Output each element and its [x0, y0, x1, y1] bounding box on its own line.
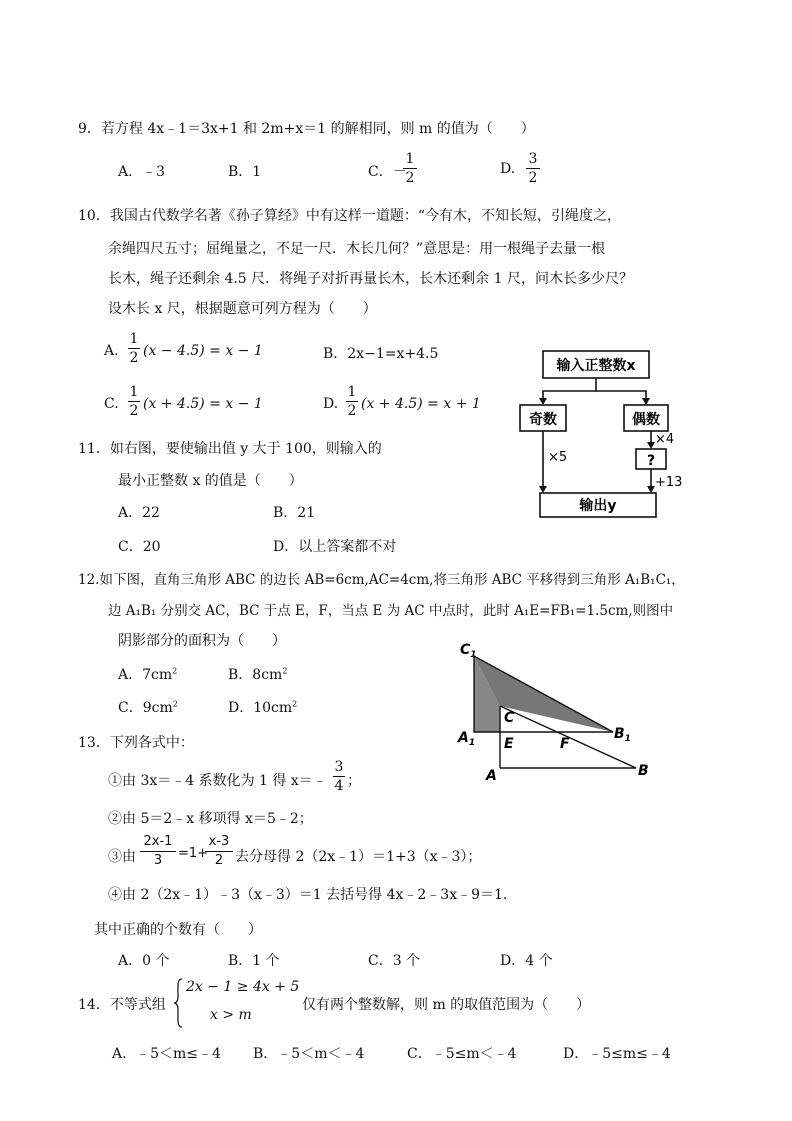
q13-s3-fraction-1 — [140, 834, 176, 869]
q10-d-half-num: 1 — [347, 384, 357, 400]
q12-line-3: 阴影部分的面积为（ ） — [118, 633, 286, 649]
q14-option-c: C．﹣5≤m＜﹣4 — [407, 1046, 517, 1062]
q14-inequality-1: 2x − 1 ≥ 4x + 5 — [186, 979, 300, 995]
label-b1: $B_1$ — [614, 726, 631, 744]
flowchart-even-op: ×4 — [655, 432, 675, 447]
q9-c-fraction — [403, 151, 417, 186]
q10-option-b: B．2x−1=x+4.5 — [323, 346, 439, 362]
q13-statement-2: ②由 5＝2﹣x 移项得 x＝5﹣2； — [108, 811, 313, 827]
flowchart-input-label: 输入正整数x — [556, 358, 636, 374]
q10-c-half — [128, 384, 140, 419]
q14-option-d: D．﹣5≤m≤﹣4 — [563, 1046, 671, 1062]
q10-c-half-num: 1 — [129, 384, 139, 400]
q9-c-label: C． — [368, 164, 393, 180]
q12-a-exp: 2 — [172, 666, 178, 676]
q10-option-c-label: C. — [104, 396, 119, 412]
q12-line-2: 边 A₁B₁ 分别交 AC，BC 于点 E，F，当点 E 为 AC 中点时，此时 A₁E=FB₁=1.5cm,则图中 — [108, 603, 674, 619]
q9-c-sign: － — [392, 164, 407, 180]
q10-a-half-num: 1 — [129, 331, 139, 347]
flowchart-diagram — [510, 345, 683, 523]
q13-s3-fraction-2 — [205, 834, 233, 869]
q14-option-a: A．﹣5＜m≤﹣4 — [112, 1046, 221, 1062]
q14-option-b: B．﹣5＜m＜﹣4 — [253, 1046, 365, 1062]
q13-s3-den2: 2 — [214, 853, 224, 868]
q12-option-a — [118, 664, 177, 684]
q9-d-fraction — [526, 151, 540, 186]
label-e: E — [504, 736, 514, 752]
q13-s3-tail: 去分母得 2（2x﹣1）＝1+3（x﹣3）； — [235, 849, 482, 865]
flowchart-even-label: 偶数 — [632, 412, 660, 428]
q14-tail: 仅有两个整数解，则 m 的取值范围为（ ） — [302, 997, 591, 1013]
q9-stem: 9．若方程 4x﹣1＝3x+1 和 2m+x＝1 的解相同，则 m 的值为（ ） — [78, 121, 535, 137]
q12-line-1: 12.如下图，直角三角形 ABC 的边长 AB=6cm,AC=4cm,将三角形 ABC 平移得到三角形 A₁B₁C₁， — [78, 572, 685, 588]
flowchart-add-op: +13 — [655, 475, 683, 490]
q9-d-denominator: 2 — [528, 170, 538, 186]
label-c1: $C_1$ — [460, 642, 477, 660]
q13-s1-den: 4 — [334, 778, 344, 794]
q11-option-c: C．20 — [118, 539, 161, 555]
q12-b-text: B．8cm — [228, 667, 283, 683]
q10-option-d-expr: (x + 4.5) = x + 1 — [361, 396, 481, 412]
q12-c-exp: 2 — [172, 699, 178, 709]
q10-option-d-label: D. — [323, 396, 339, 412]
q10-option-a-expr: (x − 4.5) = x − 1 — [143, 343, 263, 359]
q10-a-half — [128, 331, 140, 366]
q13-option-c: C．3 个 — [368, 953, 421, 969]
q13-s1-tail: ； — [347, 773, 361, 789]
q11-line-1: 11．如右图，要使输出值 y 大于 100，则输入的 — [78, 441, 382, 457]
q10-c-half-den: 2 — [129, 403, 139, 419]
q10-d-half — [346, 384, 358, 419]
q13-s3-mid: =1+ — [178, 846, 209, 861]
q9-option-a: A．﹣3 — [118, 164, 166, 180]
label-a: A — [486, 768, 497, 784]
q12-d-text: D．10cm — [228, 700, 293, 716]
label-a1: $A_1$ — [458, 730, 476, 748]
q10-option-a-label: A. — [104, 343, 119, 359]
q12-option-c — [118, 697, 178, 717]
flowchart-odd-op: ×5 — [548, 450, 568, 465]
q10-line-2: 余绳四尺五寸；屈绳量之，不足一尺．木长几何？”意思是：用一根绳子去量一根 — [108, 241, 606, 257]
q13-intro: 13．下列各式中： — [78, 735, 194, 751]
q9-c-denominator: 2 — [405, 170, 415, 186]
flowchart-odd-label: 奇数 — [529, 412, 557, 428]
q10-d-half-den: 2 — [347, 403, 357, 419]
q14-inequality-2: x > m — [210, 1007, 252, 1023]
q10-line-4: 设木长 x 尺，根据题意可列方程为（ ） — [108, 301, 377, 317]
q13-s3-num1: 2x-1 — [143, 834, 173, 849]
q12-a-text: A．7cm — [118, 667, 173, 683]
q10-line-1: 10．我国古代数学名著《孙子算经》中有这样一道题：“今有木，不知长短，引绳度之， — [78, 208, 621, 224]
q12-option-b — [228, 664, 287, 684]
q10-line-3: 长木，绳子还剩余 4.5 尺．将绳子对折再量长木，长木还剩余 1 尺，问木长多少尺？ — [108, 271, 633, 287]
q12-c-text: C．9cm — [118, 700, 173, 716]
q11-option-a: A．22 — [118, 505, 160, 521]
q11-line-2: 最小正整数 x 的值是（ ） — [118, 473, 303, 489]
q9-option-b: B．1 — [228, 164, 262, 180]
label-b: B — [638, 763, 649, 779]
q11-option-b: B．21 — [273, 505, 316, 521]
q14-label: 14．不等式组 — [78, 997, 166, 1013]
q13-question: 其中正确的个数有（ ） — [94, 922, 262, 938]
q12-option-d — [228, 697, 297, 717]
q14-brace-icon — [172, 977, 184, 1029]
label-f: F — [560, 736, 570, 752]
q12-b-exp: 2 — [282, 666, 288, 676]
q13-option-d: D．4 个 — [500, 953, 553, 969]
q9-option-c — [368, 161, 407, 181]
q13-s1-fraction — [333, 759, 345, 794]
q13-statement-1: ①由 3x＝﹣4 系数化为 1 得 x＝﹣ — [108, 773, 327, 789]
label-c: C — [504, 710, 515, 726]
q12-d-exp: 2 — [292, 699, 298, 709]
q10-option-c-expr: (x + 4.5) = x − 1 — [143, 396, 263, 412]
q13-s3-den1: 3 — [153, 853, 163, 868]
q13-s1-num: 3 — [334, 759, 344, 775]
q13-option-b: B．1 个 — [228, 953, 280, 969]
q13-statement-4: ④由 2（2x﹣1）﹣3（x﹣3）＝1 去括号得 4x﹣2﹣3x﹣9＝1. — [108, 887, 508, 903]
q9-c-numerator: 1 — [405, 151, 415, 167]
triangle-figure — [450, 636, 670, 786]
q9-d-label: D. — [500, 161, 516, 177]
flowchart-unknown-label: ? — [646, 453, 656, 469]
q10-a-half-den: 2 — [129, 350, 139, 366]
q11-option-d: D．以上答案都不对 — [273, 539, 397, 555]
flowchart-output-label: 输出y — [579, 498, 617, 514]
q13-option-a: A．0 个 — [118, 953, 170, 969]
q9-d-numerator: 3 — [528, 151, 538, 167]
q13-s3-prefix: ③由 — [108, 849, 136, 865]
q13-s3-num2: x-3 — [208, 834, 230, 849]
